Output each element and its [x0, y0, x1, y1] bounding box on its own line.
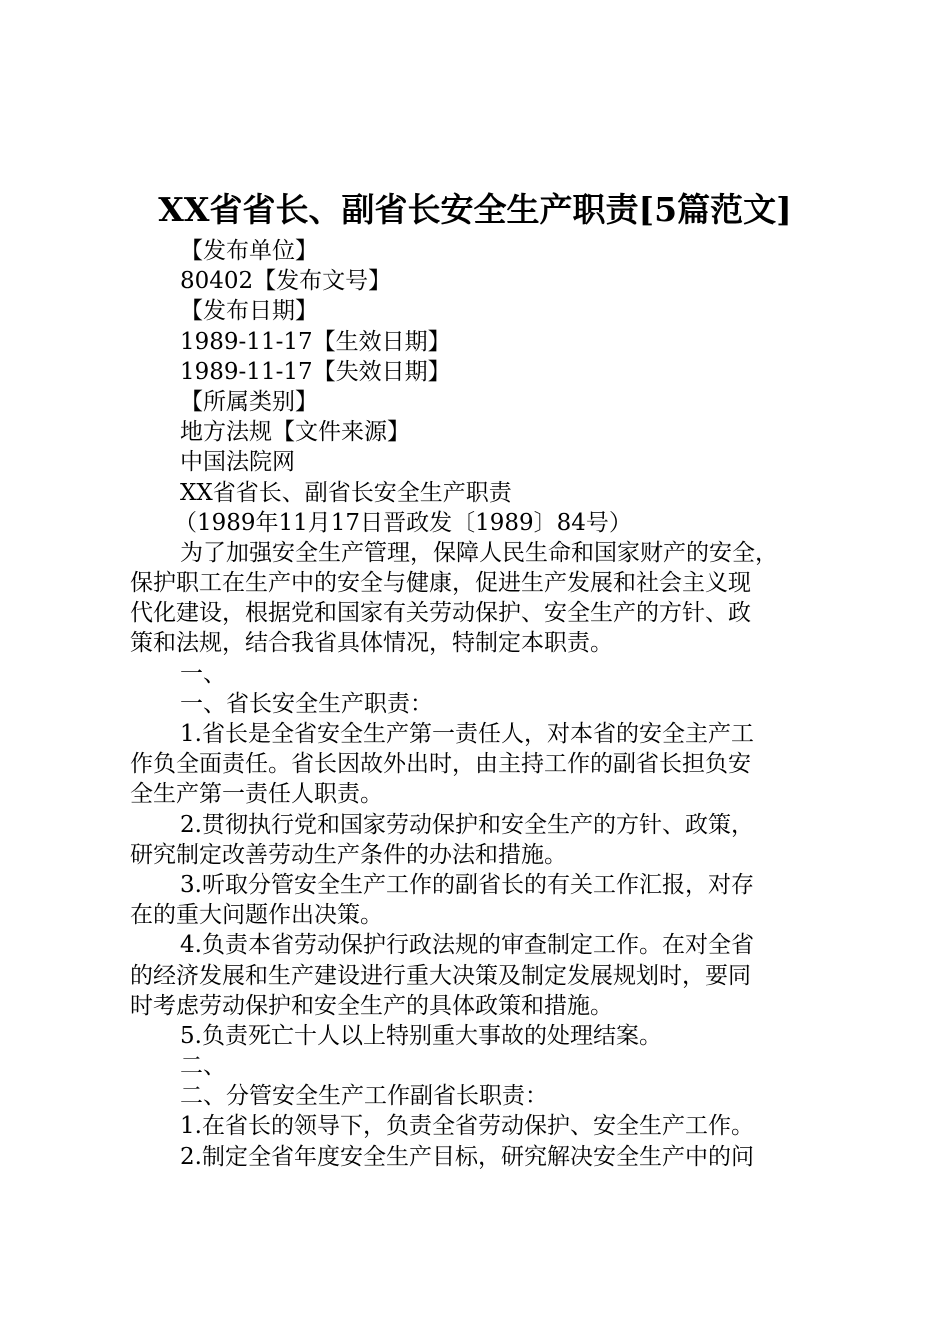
section1-item-line: 研究制定改善劳动生产条件的办法和措施。 [130, 841, 567, 868]
section1-item-line: 作负全面责任。省长因故外出时，由主持工作的副省长担负安 [130, 751, 751, 778]
preamble-line: 策和法规，结合我省具体情况，特制定本职责。 [130, 630, 613, 657]
section1-heading: 一、省长安全生产职责： [180, 690, 433, 717]
meta-effective-date: 1989-11-17【生效日期】 [180, 328, 451, 355]
section1-item-line: 全生产第一责任人职责。 [130, 781, 383, 808]
subtitle: XX省省长、副省长安全生产职责 [180, 479, 512, 506]
meta-source: 地方法规【文件来源】 [180, 419, 410, 446]
section1-item-line: 的经济发展和生产建设进行重大决策及制定发展规划时，要同 [130, 962, 751, 989]
meta-publish-date: 【发布日期】 [180, 298, 318, 325]
section1-item-line: 3.听取分管安全生产工作的副省长的有关工作汇报，对存 [180, 871, 754, 898]
preamble-line: 为了加强安全生产管理，保障人民生命和国家财产的安全， [180, 539, 778, 566]
section2-item-line: 1.在省长的领导下，负责全省劳动保护、安全生产工作。 [180, 1113, 754, 1140]
section1-item-line: 在的重大问题作出决策。 [130, 902, 383, 929]
preamble-line: 代化建设，根据党和国家有关劳动保护、安全生产的方针、政 [130, 600, 751, 627]
section2-heading: 二、分管安全生产工作副省长职责： [180, 1083, 548, 1110]
section1-item-line: 4.负责本省劳动保护行政法规的审查制定工作。在对全省 [180, 932, 754, 959]
meta-publisher: 【发布单位】 [180, 238, 318, 264]
section2-number: 二、 [180, 1053, 226, 1080]
section1-item-line: 5.负责死亡十人以上特别重大事故的处理结案。 [180, 1022, 662, 1049]
document-title: XX省省长、副省长安全生产职责[5篇范文] [158, 190, 792, 229]
meta-doc-number: 80402【发布文号】 [180, 268, 392, 295]
meta-expiry-date: 1989-11-17【失效日期】 [180, 358, 451, 385]
document-body [130, 236, 835, 1172]
section1-item-line: 2.贯彻执行党和国家劳动保护和安全生产的方针、政策， [180, 811, 754, 838]
section2-item-line: 2.制定全省年度安全生产目标，研究解决安全生产中的问 [180, 1143, 754, 1170]
meta-source-name: 中国法院网 [180, 449, 295, 476]
section1-number: 一、 [180, 660, 226, 687]
issue-line: （1989年11月17日晋政发〔1989〕84号） [174, 509, 632, 536]
meta-category: 【所属类别】 [180, 388, 318, 415]
section1-item-line: 时考虑劳动保护和安全生产的具体政策和措施。 [130, 992, 613, 1019]
section1-item-line: 1.省长是全省安全生产第一责任人，对本省的安全主产工 [180, 721, 754, 747]
preamble-line: 保护职工在生产中的安全与健康，促进生产发展和社会主义现 [130, 570, 751, 597]
